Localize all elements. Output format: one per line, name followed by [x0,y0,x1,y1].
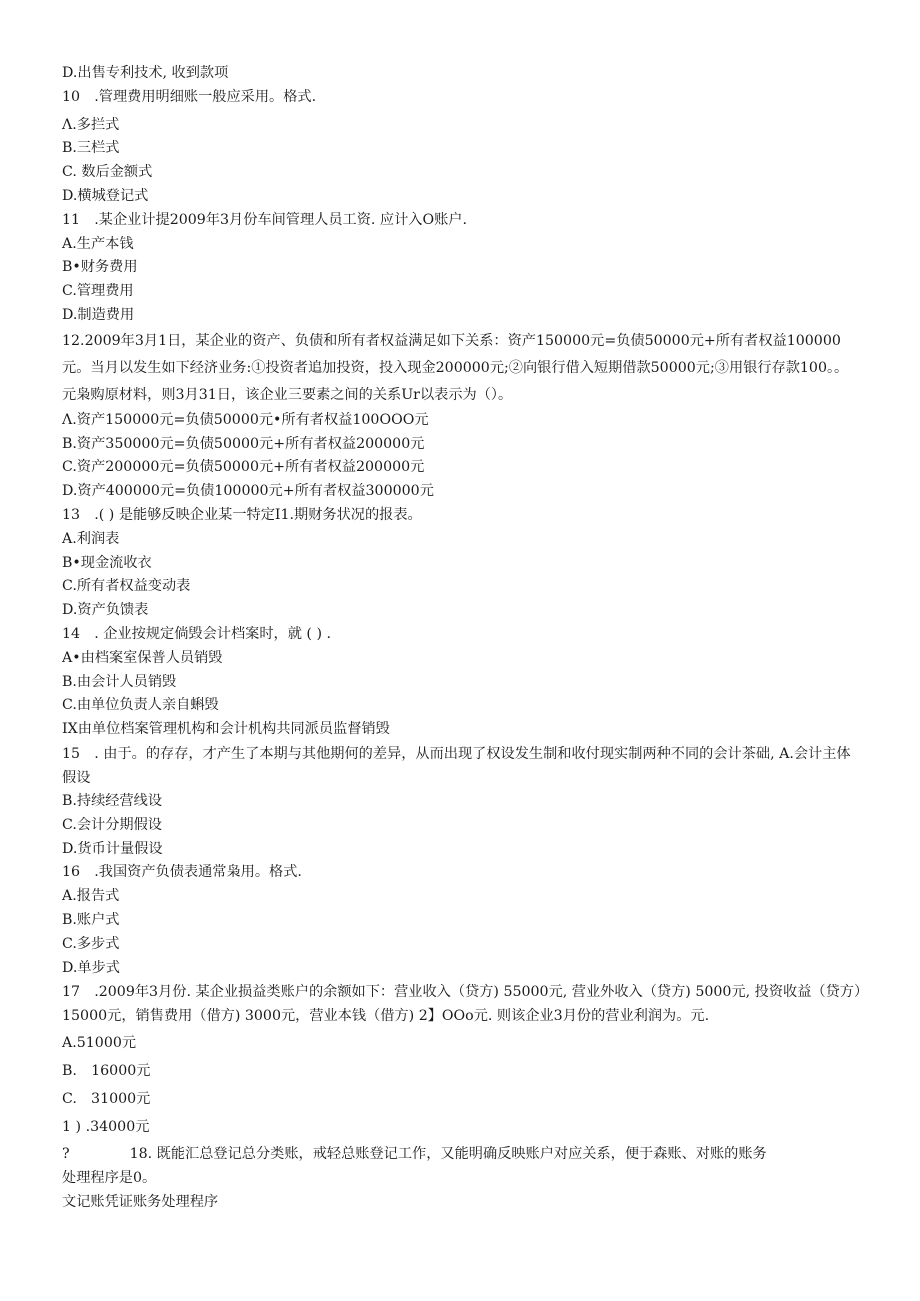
question-10: 10 .管理费用明细账一般应采用。格式. [62,88,317,105]
option-17b: B. 16000元 [62,1063,151,1080]
question-18: 18. 既能汇总登记总分类账，戒轻总账登记工作，又能明确反映账户对应关系，便于森账、对账的账务 [129,1146,767,1163]
option-10c: C. 数后金额式 [62,164,153,181]
option-13c: C.所有者权益变动表 [62,578,191,595]
question-18-continued: 处理程序是0。 [62,1170,157,1187]
option-10a: Λ.多拦式 [62,116,120,133]
question-18-row [62,1143,862,1167]
option-13a: A.利润表 [62,530,120,547]
question-14: 14 . 企业按规定倘毁会计档案时，就 ( ) . [62,625,331,642]
option-11c: C.管理费用 [62,283,134,300]
option-18a: 文记账凭证账务处理程序 [62,1194,219,1211]
option-11a: A.生产本钱 [62,235,134,252]
option-17c: C. 31000元 [62,1090,151,1107]
option-11b: B•财务费用 [62,259,138,276]
option-17a: A.51000元 [62,1035,137,1052]
question-13: 13 .( ) 是能够反映企业某一特定I1.期财务状况的报表。 [62,506,422,523]
question-17: 17 .2009年3月份. 某企业损益类账户的余额如下：营业收入（贷方) 55000元, 营业外收入（贷方) 5000元, 投资收益（贷方）15000元，销售费用（借方) 3000元，营业本钱（借方) 2】OOo元. 则该企业3月份的营业利润为。元. [62,984,862,1025]
option-14d: IX由单位档案管理机构和会计机构共同派员监督销毁 [62,721,390,738]
option-16a: A.报告式 [62,888,120,905]
option-17d: 1 ) .34000元 [62,1118,150,1135]
option-9d: D.出售专利技术, 收到款项 [62,65,229,81]
option-16d: D.单步式 [62,959,120,976]
document-page [62,62,862,1215]
question-16: 16 .我国资产负债表通常枭用。格式. [62,864,302,881]
option-16b: B.账户式 [62,911,120,928]
question-15: 15 . 由于。的存存，才产生了本期与其他期何的差异，从而出现了权设发生制和收付现实制两种不同的会计茶础, A.会计主体假设 [62,745,851,786]
option-11d: D.制造费用 [62,306,135,323]
option-10b: B.三栏式 [62,140,120,157]
option-14a: A•由档案室保普人员销毁 [62,649,223,666]
option-15d: D.货币计量假设 [62,840,163,857]
question-11: 11 .某企业计提2009年3月份车间管理人员工资. 应计入O账户. [62,211,467,228]
option-12a: Λ.资产150000元=负债50000元•所有者权益100OOO元 [62,411,429,428]
option-13d: D.资产负馈表 [62,602,149,619]
option-12d: D.资产400000元=负债100000元+所有者权益300000元 [62,483,434,500]
option-14b: B.由会计人员销毁 [62,673,177,690]
option-12b: B.资产350000元=负债50000元+所有者权益200000元 [62,435,425,452]
question-18-marker: ? [62,1146,70,1163]
option-15c: C.会计分期假设 [62,816,162,833]
option-15b: B.持续经营线设 [62,792,163,809]
option-14c: C.由单位负责人亲自蝌毁 [62,697,219,714]
option-13b: B•现金流收衣 [62,554,152,571]
question-12: 12.2009年3月1日，某企业的资产、负债和所有者权益满足如下关系：资产150000元=负债50000元+所有者权益100000元。当月以发生如下经济业务:①投资者追加投资，投入现金200000元;②向银行借入短期借款50000元;③用银行存款100。。元枭购原材料，则3月31日，该企业三要素之间的关系Ur以表示为（）。 [62,332,849,403]
option-12c: C.资产200000元=负债50000元+所有者权益200000元 [62,459,425,476]
option-16c: C.多步式 [62,935,120,952]
option-10d: D.横城登记式 [62,187,149,204]
